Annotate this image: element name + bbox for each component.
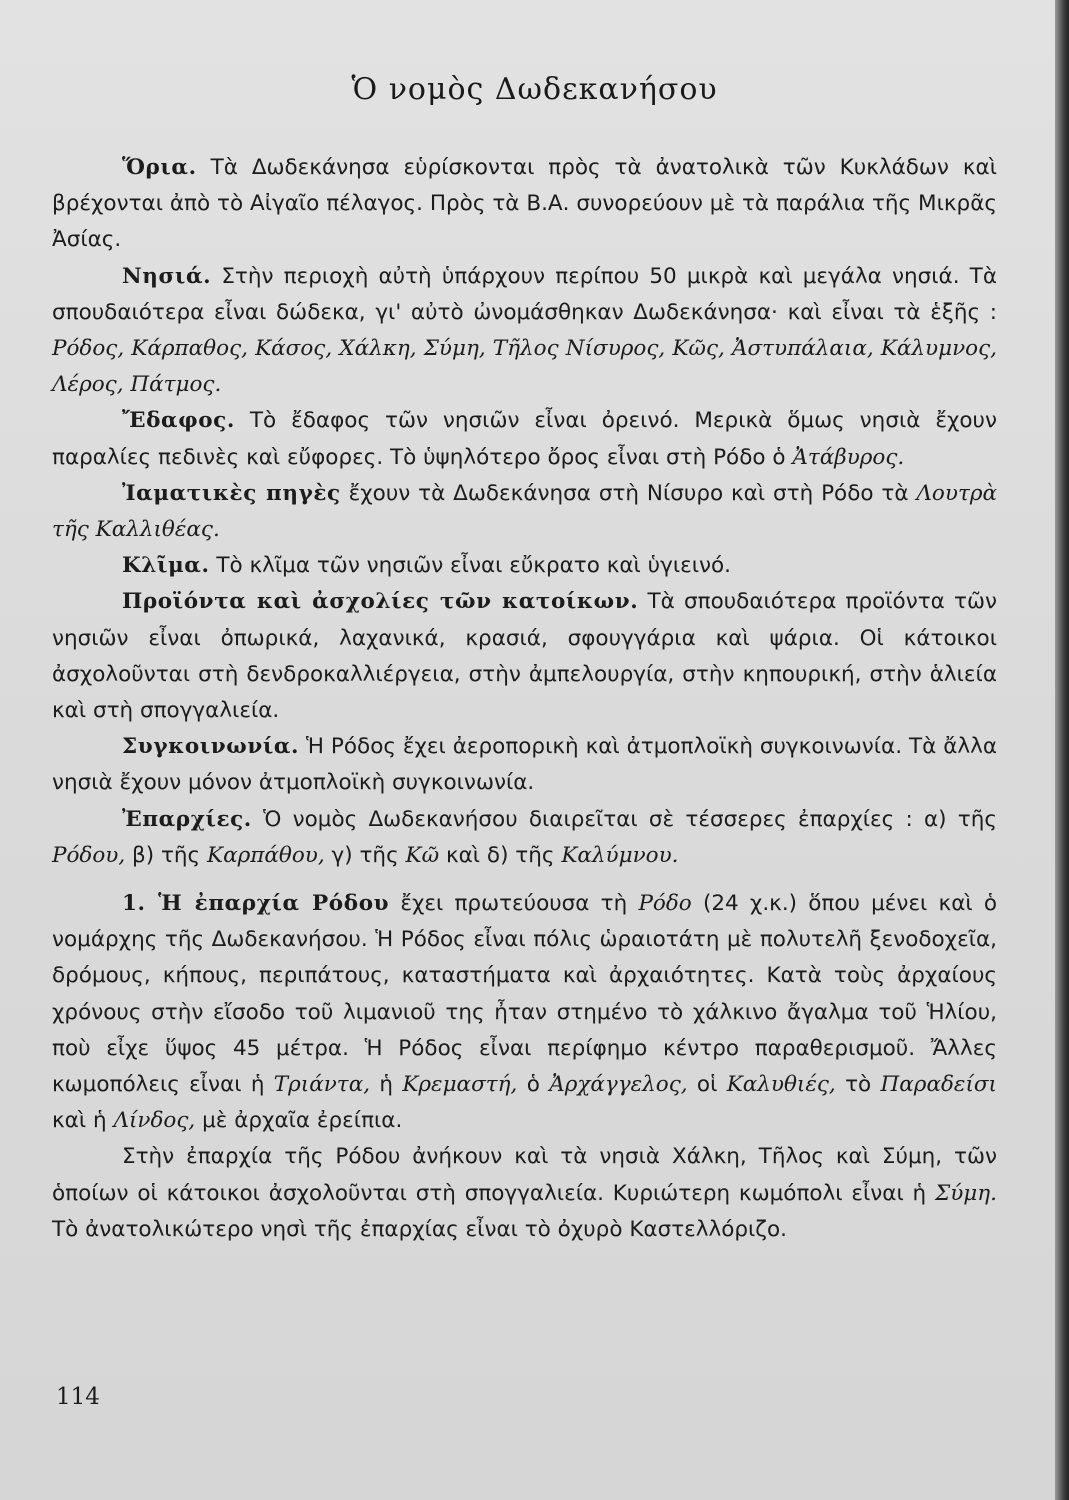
eparxia-ko-name: Κῶ <box>405 842 440 868</box>
text-oria: Τὰ Δωδεκάνησα εὑρίσκονται πρὸς τὰ ἀνατολικὰ τῶν Κυκλάδων καὶ βρέχονται ἀπὸ τὸ Αἰγαῖο πέλαγος. Πρὸς τὰ Β.Α. συνορεύουν μὲ τὰ παράλια τῆς Μικρᾶς Ἀσίας. <box>52 155 997 253</box>
text-edafos: Τὸ ἔδαφος τῶν νησιῶν εἶναι ὀρεινό. Μερικὰ ὅμως νησιὰ ἔχουν παραλίες πεδινὲς καὶ εὔφορες. Τὸ ὑψηλότερο ὄρος εἶναι στὴ Ρόδο ὁ <box>52 408 997 470</box>
paragraph-oria <box>52 150 997 259</box>
joiner-5: καὶ ἡ <box>52 1108 107 1134</box>
heading-nisia: Νησιά. <box>122 263 212 289</box>
paragraph-klima <box>52 548 997 584</box>
text-eparxies-2: β) τῆς <box>132 842 201 868</box>
text-last-1: Στὴν ἐπαρχία τῆς Ρόδου ἀνήκουν καὶ τὰ νησιὰ Χάλκη, Τῆλος καὶ Σύμη, τῶν ὁποίων οἱ κάτοικοι ἀσχολοῦνται στὴ σπογγαλιεία. Κυριώτερη κωμόπολι εἶναι ἡ <box>52 1144 997 1206</box>
heading-eparxia-rodou: 1. Ἡ ἐπαρχία Ρόδου <box>122 891 390 917</box>
town-archangelos: Ἀρχάγγελος, <box>549 1072 688 1098</box>
paragraph-eparxia-rodou <box>52 886 997 1139</box>
capital-name: Ρόδο <box>638 891 692 917</box>
text-eparxies-1: Ὁ νομὸς Δωδεκανήσου διαιρεῖται σὲ τέσσερες ἐπαρχίες : α) τῆς <box>263 806 997 832</box>
town-kremasti: Κρεμαστή, <box>402 1072 518 1098</box>
heading-klima: Κλῖμα. <box>122 553 210 579</box>
paragraph-edafos <box>52 403 997 475</box>
joiner-4: τὸ <box>845 1072 872 1098</box>
text-last-2: Τὸ ἀνατολικώτερο νησὶ τῆς ἐπαρχίας εἶναι τὸ ὀχυρὸ Καστελλόριζο. <box>52 1216 787 1242</box>
heading-eparxies: Ἐπαρχίες. <box>122 806 252 832</box>
eparxia-kalymnou-name: Καλύμνου. <box>561 842 679 868</box>
text-rodou-2: (24 χ.κ.) ὅπου μένει καὶ ὁ νομάρχης τῆς Δωδεκανήσου. Ἡ Ρόδος εἶναι πόλις ὡραιοτάτη μὲ πολυτελῆ ξενοδοχεῖα, δρόμους, κήπους, περιπάτους, καταστήματα καὶ ἀρχαιότητες. Κατὰ τοὺς ἀρχαίους χρόνους στὴν εἴσοδο τοῦ λιμανιοῦ της ἦταν στημένο τὸ χάλκινο ἄγαλμα τοῦ Ἡλίου, ποὺ εἶχε ὕψος 45 μέτρα. Ἡ Ρόδος εἶναι περίφημο κέντρο παραθερισμοῦ. Ἄλλες κωμοπόλεις εἶναι ἡ <box>52 891 997 1098</box>
islands-list: Ρόδος, Κάρπαθος, Κάσος, Χάλκη, Σύμη, Τῆλος Νίσυρος, Κῶς, Ἀστυπάλαια, Κάλυμνος, Λέρος, Πάτμος. <box>52 336 997 398</box>
heading-oria: Ὅρια. <box>122 155 197 180</box>
paragraph-iamatikes <box>52 476 997 548</box>
text-nisia: Στὴν περιοχὴ αὐτὴ ὑπάρχουν περίπου 50 μικρὰ καὶ μεγάλα νησιά. Τὰ σπουδαιότερα εἶναι δώδεκα, γι' αὐτὸ ὠνομάσθηκαν Δωδεκάνησα· καὶ εἶναι τὰ ἑξῆς : <box>52 263 997 325</box>
paragraph-sygkoinonia <box>52 729 997 801</box>
town-paradeisi: Παραδείσι <box>880 1072 997 1098</box>
town-kalythies: Καλυθιές, <box>726 1072 836 1098</box>
eparxia-rodou-name: Ρόδου, <box>52 842 126 868</box>
text-iamatikes: ἔχουν τὰ Δωδεκάνησα στὴ Νίσυρο καὶ στὴ Ρόδο τὰ <box>348 480 909 506</box>
page-number: 114 <box>56 1384 100 1410</box>
text-klima: Τὸ κλῖμα τῶν νησιῶν εἶναι εὔκρατο καὶ ὑγιεινό. <box>216 553 732 579</box>
joiner-2: ὁ <box>526 1072 540 1098</box>
joiner-1: ἡ <box>379 1072 394 1098</box>
town-trianta: Τριάντα, <box>273 1072 371 1098</box>
text-rodou-3: μὲ ἀρχαῖα ἐρείπια. <box>202 1108 403 1134</box>
paragraph-nisia <box>52 259 997 404</box>
book-spine <box>1055 0 1069 1500</box>
text-proionta: Τὰ σπουδαιότερα προϊόντα τῶν νησιῶν εἶναι ὀπωρικά, λαχανικά, κρασιά, σφουγγάρια καὶ ψάρια. Οἱ κάτοικοι ἀσχολοῦνται στὴ δενδροκαλλιέργεια, στὴν ἀμπελουργία, στὴν κηπουρική, στὴν ἁλιεία καὶ στὴ σπογγαλιεία. <box>52 589 997 724</box>
joiner-3: οἱ <box>696 1072 718 1098</box>
text-rodou-1: ἔχει πρωτεύουσα τὴ <box>400 891 628 917</box>
heading-iamatikes: Ἰαματικὲς πηγὲς <box>122 480 341 506</box>
heading-sygkoinonia: Συγκοινωνία. <box>122 734 300 760</box>
town-lindos: Λίνδος, <box>113 1108 196 1134</box>
town-symi: Σύμη. <box>935 1180 997 1206</box>
body-text <box>52 150 997 1248</box>
eparxia-karpathou-name: Καρπάθου, <box>207 842 325 868</box>
paragraph-eparxies <box>52 802 997 874</box>
heading-edafos: Ἔδαφος. <box>122 408 235 434</box>
page-title: Ὁ νομὸς Δωδεκανήσου <box>351 72 718 107</box>
place-loutra: Λουτρὰ τῆς Καλλιθέας. <box>52 480 997 543</box>
mountain-name: Ἀτάβυρος. <box>792 444 905 470</box>
text-sygkoinonia: Ἡ Ρόδος ἔχει ἀεροπορικὴ καὶ ἀτμοπλοϊκὴ συγκοινωνία. Τὰ ἄλλα νησιὰ ἔχουν μόνον ἀτμοπλοϊκὴ συγκοινωνία. <box>52 734 997 796</box>
paragraph-last <box>52 1139 997 1248</box>
paragraph-proionta <box>52 584 997 729</box>
text-eparxies-4: καὶ δ) τῆς <box>445 842 555 868</box>
heading-proionta: Προϊόντα καὶ ἀσχολίες τῶν κατοίκων. <box>122 589 639 615</box>
text-eparxies-3: γ) τῆς <box>331 842 399 868</box>
